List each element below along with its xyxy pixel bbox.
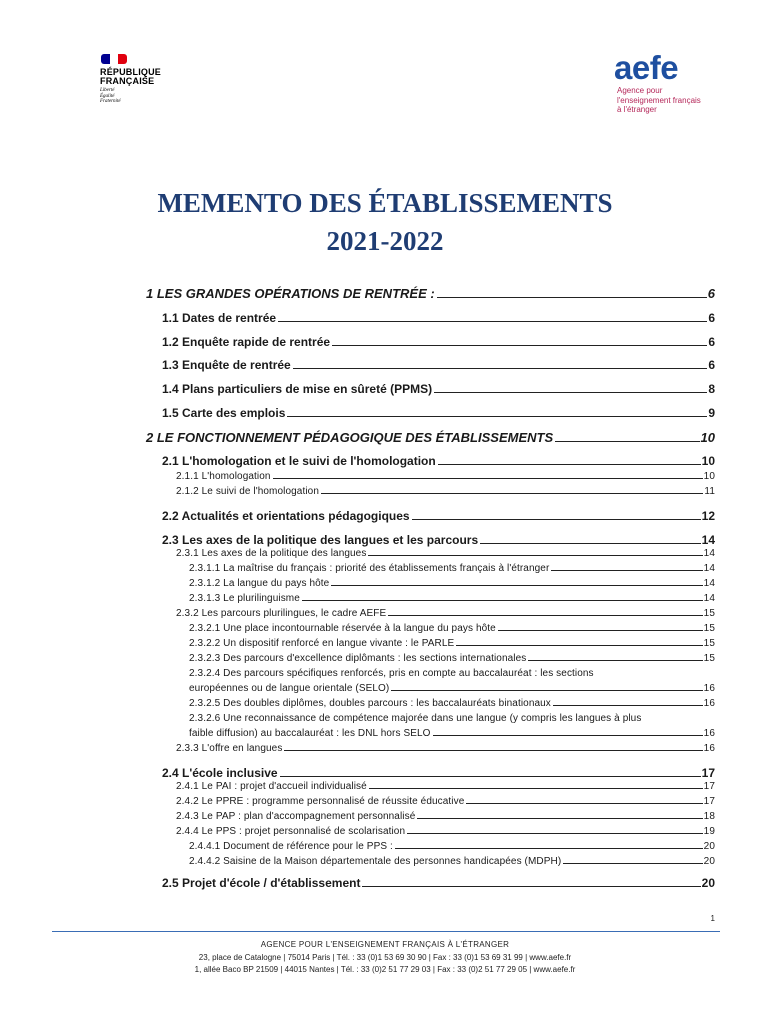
toc-leader-line: [466, 803, 702, 804]
toc-entry[interactable]: [189, 593, 715, 604]
toc-leader-line: [362, 886, 700, 887]
toc-entry-page: 6: [708, 311, 715, 325]
toc-entry-label: 2.4.3 Le PAP : plan d'accompagnement personnalisé: [176, 811, 416, 822]
rf-motto-fraternite: Fraternité: [100, 99, 121, 104]
toc-entry-page: 6: [708, 335, 715, 349]
toc-leader-line: [498, 630, 703, 631]
toc-entry[interactable]: [189, 623, 715, 634]
aefe-tagline-3: à l'étranger: [617, 105, 657, 114]
toc-leader-line: [480, 543, 701, 544]
toc-entry-page: 12: [701, 509, 715, 523]
aefe-logo: [614, 49, 724, 115]
toc-entry-page: 11: [704, 486, 715, 497]
toc-leader-line: [553, 705, 703, 706]
toc-entry-page: 16: [703, 743, 715, 754]
toc-leader-line: [551, 570, 702, 571]
footer-divider: [52, 931, 720, 932]
toc-leader-line: [391, 690, 702, 691]
toc-entry[interactable]: [146, 430, 715, 445]
rf-name-line-1: RÉPUBLIQUE: [100, 67, 162, 77]
toc-entry-label: 2.4.4.1 Document de référence pour le PPS :: [189, 841, 393, 852]
toc-entry-label: 1.3 Enquête de rentrée: [162, 358, 291, 372]
toc-entry-page: 16: [703, 698, 715, 709]
document-title: MEMENTO DES ÉTABLISSEMENTS: [157, 188, 613, 218]
marianne-flag-icon: [101, 54, 127, 64]
toc-entry-label: 1.2 Enquête rapide de rentrée: [162, 335, 331, 349]
toc-leader-line: [438, 464, 701, 465]
page-number: 1: [710, 914, 715, 923]
toc-entry[interactable]: [162, 406, 715, 420]
footer-agency-name: AGENCE POUR L'ENSEIGNEMENT FRANÇAIS À L'ÉTRANGER: [260, 940, 510, 949]
toc-entry-label: européennes ou de langue orientale (SELO): [189, 683, 390, 694]
toc-entry[interactable]: [176, 826, 715, 837]
toc-entry-page: 16: [703, 728, 715, 739]
toc-entry-page: 15: [703, 623, 715, 634]
rf-motto-liberte: Liberté: [100, 88, 115, 93]
toc-leader-line: [388, 615, 702, 616]
toc-entry[interactable]: [176, 743, 715, 754]
toc-leader-line: [563, 863, 702, 864]
toc-leader-line: [284, 750, 702, 751]
toc-entry-page: 6: [707, 286, 715, 301]
toc-entry-label: 1.1 Dates de rentrée: [162, 311, 277, 325]
toc-leader-line: [321, 493, 703, 494]
toc-entry-label: 2.3.1.2 La langue du pays hôte: [189, 578, 330, 589]
toc-entry[interactable]: [162, 533, 715, 547]
republique-francaise-logo: [100, 54, 180, 105]
toc-entry[interactable]: [189, 638, 715, 649]
toc-entry[interactable]: [189, 698, 715, 709]
toc-leader-line: [412, 519, 701, 520]
toc-entry-page: 20: [703, 841, 715, 852]
toc-entry[interactable]: [162, 876, 715, 890]
toc-entry-page: 16: [703, 683, 715, 694]
toc-entry-label-line1[interactable]: 2.3.2.6 Une reconnaissance de compétence majorée dans une langue (y compris les langues à plus: [189, 713, 642, 724]
toc-leader-line: [407, 833, 703, 834]
toc-entry[interactable]: [189, 563, 715, 574]
toc-leader-line: [555, 441, 699, 442]
document-year: 2021-2022: [326, 226, 444, 256]
toc-leader-line: [368, 555, 702, 556]
toc-leader-line: [287, 416, 707, 417]
aefe-wordmark: aefe: [614, 49, 679, 86]
footer-nantes-address: 1, allée Baco BP 21509 | 44015 Nantes | Tél. : 33 (0)2 51 77 29 03 | Fax : 33 (0)2 51 77 29 05 | www.aefe.fr: [194, 965, 576, 974]
toc-entry-label: 2.3.2.2 Un dispositif renforcé en langue vivante : le PARLE: [189, 638, 455, 649]
toc-leader-line: [332, 345, 707, 346]
toc-entry-page: 6: [708, 358, 715, 372]
toc-entry-page: 9: [708, 406, 715, 420]
toc-leader-line: [456, 645, 702, 646]
toc-entry-label: 1.4 Plans particuliers de mise en sûreté (PPMS): [162, 382, 433, 396]
toc-entry-label: 2 LE FONCTIONNEMENT PÉDAGOGIQUE DES ÉTABLISSEMENTS: [146, 430, 554, 445]
toc-entry[interactable]: [189, 653, 715, 664]
footer-paris-address: 23, place de Catalogne | 75014 Paris | Tél. : 33 (0)1 53 69 30 90 | Fax : 33 (0)1 53 69 31 99 | www.aefe.fr: [198, 953, 572, 962]
toc-entry-label: 2.4.1 Le PAI : projet d'accueil individualisé: [176, 781, 367, 792]
toc-leader-line: [528, 660, 702, 661]
toc-entry-label: 2.1.1 L'homologation: [176, 471, 271, 482]
toc-entry-page: 20: [703, 856, 715, 867]
toc-entry-page: 20: [701, 876, 715, 890]
toc-entry-label-line1[interactable]: 2.3.2.4 Des parcours spécifiques renforcés, pris en compte au baccalauréat : les sections: [189, 668, 594, 679]
toc-entry[interactable]: [176, 781, 715, 792]
toc-entry-page: 14: [703, 578, 715, 589]
toc-entry-label: 2.3 Les axes de la politique des langues et les parcours: [162, 533, 479, 547]
toc-entry[interactable]: [162, 311, 715, 325]
rf-motto-egalite: Égalité: [100, 93, 115, 99]
toc-entry-label: 1 LES GRANDES OPÉRATIONS DE RENTRÉE :: [146, 286, 435, 301]
toc-entry-page: 17: [703, 781, 715, 792]
toc-leader-line: [302, 600, 703, 601]
toc-entry[interactable]: [146, 286, 715, 301]
toc-entry-page: 14: [703, 563, 715, 574]
toc-leader-line: [278, 321, 707, 322]
toc-entry[interactable]: [162, 382, 715, 396]
toc-entry-label: 2.5 Projet d'école / d'établissement: [162, 876, 361, 890]
toc-entry-page: 8: [708, 382, 715, 396]
toc-entry-label: 2.3.2.1 Une place incontournable réservée à la langue du pays hôte: [189, 623, 496, 634]
toc-entry-label: 2.3.3 L'offre en langues: [176, 743, 283, 754]
toc-entry-page: 10: [703, 471, 715, 482]
toc-entry-page: 14: [701, 533, 715, 547]
toc-entry[interactable]: [189, 683, 715, 694]
toc-entry-page: 14: [703, 548, 715, 559]
toc-entry-page: 19: [703, 826, 715, 837]
toc-leader-line: [331, 585, 702, 586]
toc-entry-page: 15: [703, 638, 715, 649]
toc-entry-label: 2.3.2.3 Des parcours d'excellence diplômants : les sections internationales: [189, 653, 527, 664]
toc-entry-label: 2.3.2.5 Des doubles diplômes, doubles parcours : les baccalauréats binationaux: [189, 698, 551, 709]
toc-entry[interactable]: [176, 796, 715, 807]
toc-entry[interactable]: [162, 766, 715, 780]
toc-entry-label: 2.4.4.2 Saisine de la Maison départementale des personnes handicapées (MDPH): [189, 856, 562, 867]
toc-entry[interactable]: [189, 856, 715, 867]
toc-entry[interactable]: [189, 841, 715, 852]
toc-entry-page: 14: [703, 593, 715, 604]
toc-entry-page: 15: [703, 608, 715, 619]
toc-entry-label: faible diffusion) au baccalauréat : les DNL hors SELO: [189, 728, 431, 739]
toc-leader-line: [273, 478, 703, 479]
toc-leader-line: [369, 788, 703, 789]
toc-entry[interactable]: [176, 548, 715, 559]
toc-entry[interactable]: [176, 811, 715, 822]
toc-entry-label: 2.3.1.1 La maîtrise du français : priorité des établissements français à l'étranger: [189, 563, 550, 574]
toc-entry[interactable]: [162, 454, 715, 468]
toc-entry-page: 15: [703, 653, 715, 664]
toc-entry-page: 18: [703, 811, 715, 822]
toc-entry[interactable]: [162, 509, 715, 523]
toc-entry-label: 2.3.2 Les parcours plurilingues, le cadre AEFE: [176, 608, 387, 619]
toc-entry-label: 2.3.1.3 Le plurilinguisme: [189, 593, 300, 604]
toc-entry-page: 17: [701, 766, 715, 780]
toc-entry-page: 10: [700, 430, 715, 445]
toc-entry-page: 17: [703, 796, 715, 807]
toc-leader-line: [280, 776, 701, 777]
toc-entry[interactable]: [162, 335, 715, 349]
toc-entry[interactable]: [176, 486, 715, 497]
toc-entry[interactable]: [189, 578, 715, 589]
toc-entry-label: 2.4.2 Le PPRE : programme personnalisé de réussite éducative: [176, 796, 465, 807]
toc-entry-label: 2.1 L'homologation et le suivi de l'homologation: [162, 454, 436, 468]
toc-entry-label: 1.5 Carte des emplois: [162, 406, 286, 420]
toc-entry[interactable]: [176, 471, 715, 482]
aefe-tagline-2: l'enseignement français: [617, 95, 701, 105]
toc-leader-line: [293, 368, 708, 369]
toc-leader-line: [417, 818, 702, 819]
toc-entry-label: 2.3.1 Les axes de la politique des langues: [176, 548, 367, 559]
toc-leader-line: [433, 735, 703, 736]
toc-entry-page: 10: [701, 454, 715, 468]
toc-entry[interactable]: [176, 608, 715, 619]
toc-leader-line: [395, 848, 703, 849]
toc-entry[interactable]: [162, 358, 715, 372]
toc-entry-label: 2.2 Actualités et orientations pédagogiques: [162, 509, 410, 523]
toc-entry-label: 2.1.2 Le suivi de l'homologation: [176, 486, 319, 497]
toc-leader-line: [437, 297, 707, 298]
rf-name-line-2: FRANÇAISE: [100, 76, 155, 86]
toc-leader-line: [434, 392, 707, 393]
toc-entry-label: 2.4 L'école inclusive: [162, 766, 278, 780]
aefe-tagline-1: Agence pour: [617, 86, 663, 95]
toc-entry-label: 2.4.4 Le PPS : projet personnalisé de scolarisation: [176, 826, 406, 837]
toc-entry[interactable]: [189, 728, 715, 739]
